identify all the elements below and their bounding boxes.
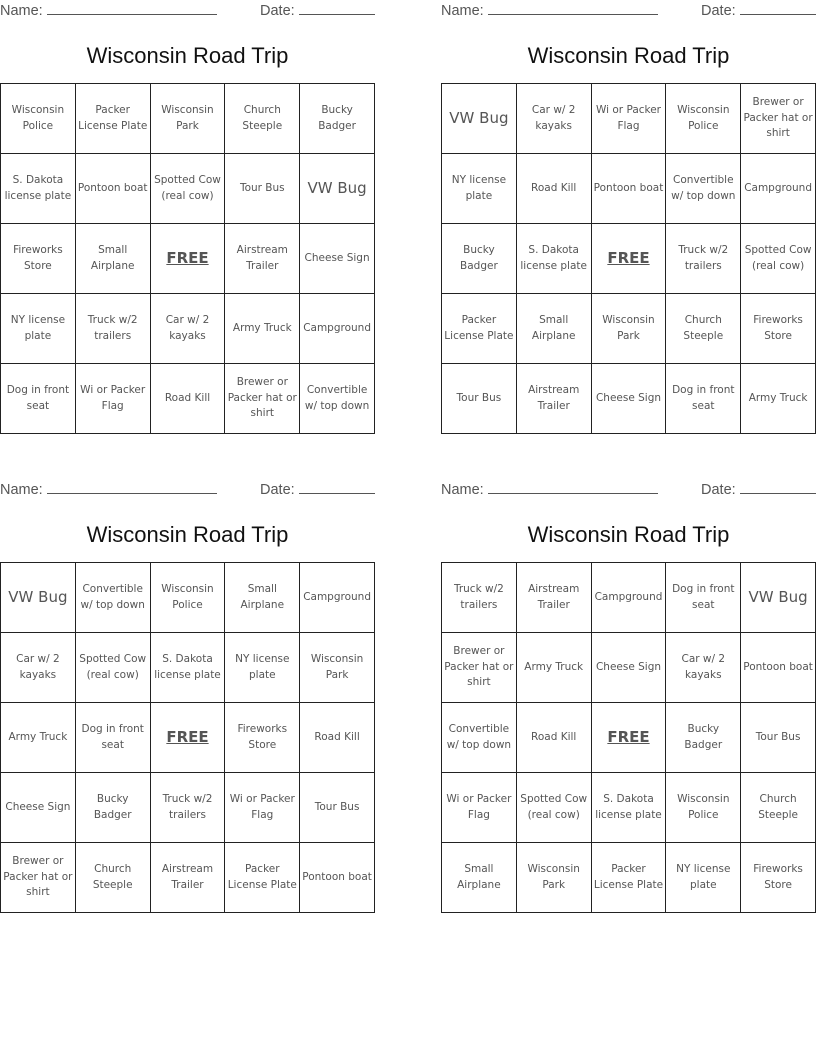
name-field bbox=[0, 2, 217, 19]
bingo-cell[interactable]: S. Dakota license plate bbox=[1, 154, 76, 224]
bingo-cell[interactable]: Dog in front seat bbox=[666, 364, 741, 434]
date-label: Date: bbox=[260, 482, 295, 498]
bingo-cell[interactable]: Packer License Plate bbox=[442, 294, 517, 364]
bingo-cell[interactable]: Wisconsin Park bbox=[300, 633, 375, 703]
name-blank-line[interactable] bbox=[47, 2, 217, 15]
bingo-grid bbox=[441, 562, 816, 913]
bingo-card-3 bbox=[0, 479, 375, 899]
bingo-cell[interactable]: Cheese Sign bbox=[1, 773, 76, 843]
bingo-cell[interactable]: Army Truck bbox=[517, 633, 592, 703]
bingo-cell[interactable]: Dog in front seat bbox=[1, 364, 76, 434]
bingo-cell[interactable]: Campground bbox=[300, 563, 375, 633]
bingo-cell[interactable]: Tour Bus bbox=[741, 703, 816, 773]
bingo-cell[interactable]: VW Bug bbox=[442, 84, 517, 154]
bingo-cell[interactable]: Brewer or Packer hat or shirt bbox=[442, 633, 517, 703]
name-blank-line[interactable] bbox=[47, 481, 217, 494]
bingo-cell[interactable]: Dog in front seat bbox=[76, 703, 151, 773]
bingo-cell[interactable]: Truck w/2 trailers bbox=[442, 563, 517, 633]
card-title: Wisconsin Road Trip bbox=[86, 43, 289, 68]
bingo-cell[interactable]: Truck w/2 trailers bbox=[76, 294, 151, 364]
bingo-cell[interactable]: Army Truck bbox=[225, 294, 300, 364]
bingo-cell[interactable]: Fireworks Store bbox=[1, 224, 76, 294]
bingo-grid bbox=[0, 83, 375, 434]
bingo-cell[interactable]: Airstream Trailer bbox=[517, 364, 592, 434]
name-label: Name: bbox=[0, 3, 43, 19]
bingo-cell[interactable]: Car w/ 2 kayaks bbox=[151, 294, 226, 364]
bingo-grid bbox=[0, 562, 375, 913]
date-field bbox=[701, 2, 816, 19]
bingo-cell[interactable]: Small Airplane bbox=[76, 224, 151, 294]
bingo-cell[interactable]: Wisconsin Police bbox=[666, 773, 741, 843]
card-title: Wisconsin Road Trip bbox=[86, 522, 289, 547]
bingo-cell[interactable]: Campground bbox=[592, 563, 667, 633]
bingo-cell[interactable]: Wisconsin Police bbox=[1, 84, 76, 154]
card-header bbox=[0, 479, 375, 501]
bingo-cell[interactable]: VW Bug bbox=[741, 563, 816, 633]
bingo-cell[interactable]: Packer License Plate bbox=[76, 84, 151, 154]
bingo-cell[interactable]: Convertible w/ top down bbox=[666, 154, 741, 224]
date-label: Date: bbox=[260, 3, 295, 19]
date-label: Date: bbox=[701, 482, 736, 498]
date-field bbox=[260, 2, 375, 19]
bingo-cell[interactable]: Campground bbox=[300, 294, 375, 364]
bingo-cell[interactable]: Wi or Packer Flag bbox=[592, 84, 667, 154]
bingo-cell[interactable]: Road Kill bbox=[300, 703, 375, 773]
name-field bbox=[441, 481, 658, 498]
bingo-cell[interactable]: Wisconsin Police bbox=[666, 84, 741, 154]
bingo-cell[interactable]: Cheese Sign bbox=[300, 224, 375, 294]
bingo-card-2 bbox=[441, 0, 816, 412]
card-header bbox=[441, 479, 816, 501]
free-space[interactable]: FREE bbox=[151, 703, 226, 773]
bingo-cell[interactable]: Bucky Badger bbox=[666, 703, 741, 773]
bingo-cell[interactable]: Packer License Plate bbox=[592, 843, 667, 913]
bingo-cell[interactable]: Dog in front seat bbox=[666, 563, 741, 633]
bingo-cell[interactable]: Brewer or Packer hat or shirt bbox=[741, 84, 816, 154]
bingo-cell[interactable]: Wisconsin Police bbox=[151, 563, 226, 633]
bingo-cell[interactable]: Pontoon boat bbox=[76, 154, 151, 224]
bingo-cell[interactable]: Church Steeple bbox=[76, 843, 151, 913]
bingo-cell[interactable]: Tour Bus bbox=[442, 364, 517, 434]
bingo-cell[interactable]: Wisconsin Park bbox=[517, 843, 592, 913]
bingo-cell[interactable]: Spotted Cow (real cow) bbox=[517, 773, 592, 843]
free-space[interactable]: FREE bbox=[151, 224, 226, 294]
card-title: Wisconsin Road Trip bbox=[527, 43, 730, 68]
free-space[interactable]: FREE bbox=[592, 703, 667, 773]
bingo-cell[interactable]: Wi or Packer Flag bbox=[76, 364, 151, 434]
bingo-card-1 bbox=[0, 0, 375, 420]
bingo-cell[interactable]: Bucky Badger bbox=[76, 773, 151, 843]
bingo-cell[interactable]: VW Bug bbox=[1, 563, 76, 633]
bingo-cell[interactable]: Road Kill bbox=[151, 364, 226, 434]
bingo-cell[interactable]: Church Steeple bbox=[741, 773, 816, 843]
free-space[interactable]: FREE bbox=[592, 224, 667, 294]
name-field bbox=[441, 2, 658, 19]
card-header bbox=[0, 0, 375, 22]
bingo-cell[interactable]: Spotted Cow (real cow) bbox=[151, 154, 226, 224]
bingo-cell[interactable]: Wi or Packer Flag bbox=[225, 773, 300, 843]
bingo-cell[interactable]: Bucky Badger bbox=[442, 224, 517, 294]
bingo-cell[interactable]: Cheese Sign bbox=[592, 633, 667, 703]
date-field bbox=[701, 481, 816, 498]
bingo-cell[interactable]: Road Kill bbox=[517, 703, 592, 773]
bingo-cell[interactable]: Small Airplane bbox=[225, 563, 300, 633]
bingo-cell[interactable]: Wi or Packer Flag bbox=[442, 773, 517, 843]
bingo-cell[interactable]: Campground bbox=[741, 154, 816, 224]
bingo-cell[interactable]: Road Kill bbox=[517, 154, 592, 224]
bingo-cell[interactable]: Packer License Plate bbox=[225, 843, 300, 913]
bingo-cell[interactable]: Pontoon boat bbox=[592, 154, 667, 224]
bingo-cell[interactable]: NY license plate bbox=[666, 843, 741, 913]
bingo-cell[interactable]: Army Truck bbox=[741, 364, 816, 434]
bingo-cell[interactable]: Truck w/2 trailers bbox=[151, 773, 226, 843]
name-label: Name: bbox=[0, 482, 43, 498]
bingo-cell[interactable]: Fireworks Store bbox=[741, 843, 816, 913]
bingo-cell[interactable]: S. Dakota license plate bbox=[592, 773, 667, 843]
name-label: Name: bbox=[441, 482, 484, 498]
bingo-cell[interactable]: Pontoon boat bbox=[300, 843, 375, 913]
bingo-cell[interactable]: Fireworks Store bbox=[225, 703, 300, 773]
bingo-cell[interactable]: Spotted Cow (real cow) bbox=[76, 633, 151, 703]
bingo-cell[interactable]: Spotted Cow (real cow) bbox=[741, 224, 816, 294]
bingo-cell[interactable]: NY license plate bbox=[225, 633, 300, 703]
bingo-cell[interactable]: Convertible w/ top down bbox=[76, 563, 151, 633]
bingo-cell[interactable]: Church Steeple bbox=[225, 84, 300, 154]
bingo-cell[interactable]: Car w/ 2 kayaks bbox=[666, 633, 741, 703]
bingo-cell[interactable]: Car w/ 2 kayaks bbox=[1, 633, 76, 703]
bingo-cell[interactable]: Airstream Trailer bbox=[151, 843, 226, 913]
card-title: Wisconsin Road Trip bbox=[527, 522, 730, 547]
date-label: Date: bbox=[701, 3, 736, 19]
bingo-cell[interactable]: S. Dakota license plate bbox=[517, 224, 592, 294]
bingo-cell[interactable]: Tour Bus bbox=[300, 773, 375, 843]
bingo-grid bbox=[441, 83, 816, 434]
date-blank-line[interactable] bbox=[740, 2, 816, 15]
date-blank-line[interactable] bbox=[299, 2, 375, 15]
date-blank-line[interactable] bbox=[299, 481, 375, 494]
bingo-cell[interactable]: Brewer or Packer hat or shirt bbox=[1, 843, 76, 913]
bingo-card-4 bbox=[441, 479, 816, 891]
bingo-cell[interactable]: Convertible w/ top down bbox=[442, 703, 517, 773]
name-blank-line[interactable] bbox=[488, 2, 658, 15]
bingo-cell[interactable]: Army Truck bbox=[1, 703, 76, 773]
bingo-cell[interactable]: Convertible w/ top down bbox=[300, 364, 375, 434]
bingo-cell[interactable]: Airstream Trailer bbox=[225, 224, 300, 294]
bingo-cell[interactable]: Cheese Sign bbox=[592, 364, 667, 434]
date-field bbox=[260, 481, 375, 498]
name-label: Name: bbox=[441, 3, 484, 19]
name-field bbox=[0, 481, 217, 498]
date-blank-line[interactable] bbox=[740, 481, 816, 494]
bingo-cell[interactable]: Car w/ 2 kayaks bbox=[517, 84, 592, 154]
bingo-cell[interactable]: Tour Bus bbox=[225, 154, 300, 224]
card-header bbox=[441, 0, 816, 22]
bingo-cell[interactable]: S. Dakota license plate bbox=[151, 633, 226, 703]
bingo-cell[interactable]: Fireworks Store bbox=[741, 294, 816, 364]
bingo-cell[interactable]: NY license plate bbox=[442, 154, 517, 224]
bingo-cell[interactable]: Brewer or Packer hat or shirt bbox=[225, 364, 300, 434]
name-blank-line[interactable] bbox=[488, 481, 658, 494]
bingo-cell[interactable]: VW Bug bbox=[300, 154, 375, 224]
bingo-cell[interactable]: Wisconsin Park bbox=[151, 84, 226, 154]
bingo-cell[interactable]: Truck w/2 trailers bbox=[666, 224, 741, 294]
bingo-cell[interactable]: Wisconsin Park bbox=[592, 294, 667, 364]
bingo-cell[interactable]: NY license plate bbox=[1, 294, 76, 364]
bingo-cell[interactable]: Airstream Trailer bbox=[517, 563, 592, 633]
bingo-cell[interactable]: Church Steeple bbox=[666, 294, 741, 364]
bingo-cell[interactable]: Pontoon boat bbox=[741, 633, 816, 703]
bingo-cell[interactable]: Bucky Badger bbox=[300, 84, 375, 154]
bingo-cell[interactable]: Small Airplane bbox=[517, 294, 592, 364]
bingo-cell[interactable]: Small Airplane bbox=[442, 843, 517, 913]
